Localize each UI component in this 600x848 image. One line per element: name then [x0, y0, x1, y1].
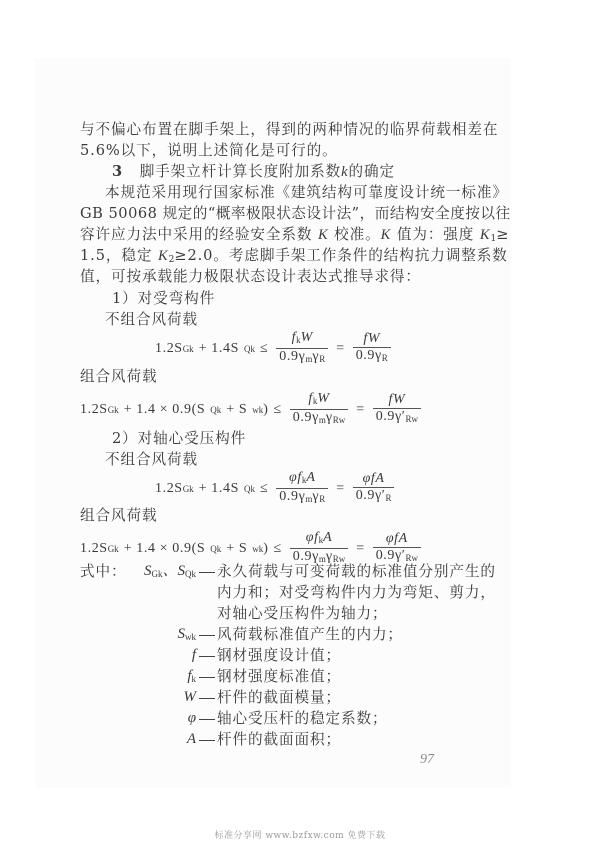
definition-row	[0, 645, 600, 666]
term: + 1.4 × 0.9(S	[123, 540, 206, 556]
subscript: Rw	[405, 414, 418, 424]
subscript: k	[296, 335, 301, 345]
subscript: Qk	[210, 404, 222, 415]
definition-row	[0, 561, 600, 582]
subscript: Gk	[107, 404, 119, 415]
num: A	[306, 470, 316, 485]
def-text: 对轴心受压构件为轴力；	[217, 605, 388, 622]
term: + 1.4 × 0.9(S	[123, 401, 206, 417]
subscript: wk	[252, 404, 264, 415]
subscript: R	[381, 353, 388, 363]
paragraph-line: GB 50068 规定的“概率极限状态设计法”，而结构安全度按以往	[80, 205, 511, 222]
subscript: Qk	[243, 343, 255, 354]
section-number: 3	[112, 163, 124, 180]
equals-symbol: =	[336, 340, 345, 356]
den: 0.9γ′	[375, 548, 406, 563]
page-number: 97	[420, 752, 434, 767]
term: + 1.4S	[198, 480, 239, 496]
em-dash	[199, 740, 215, 741]
subscript: Gk	[182, 483, 194, 494]
def-text: 杆件的截面面积；	[217, 731, 341, 748]
def-text: 钢材强度设计值；	[217, 647, 341, 664]
term: + 1.4S	[198, 340, 239, 356]
definition-row	[0, 729, 600, 750]
subscript: R	[319, 354, 326, 364]
definition-row	[0, 666, 600, 687]
em-dash	[199, 635, 215, 636]
subsection-heading: 2）对轴心受压构件	[112, 430, 247, 447]
paragraph-line: 5.6%以下，说明上述简化是可行的。	[80, 142, 338, 159]
term: 1.2S	[155, 340, 183, 356]
def-text: 永久荷载与可变荷载的标准值分别产生的	[217, 563, 496, 580]
den: 0.9γ	[355, 348, 382, 363]
num: f	[291, 330, 297, 345]
num: φf	[288, 470, 302, 485]
def-text: 风荷载标准值产生的内力；	[217, 626, 403, 643]
formula-bending-with-wind	[80, 391, 424, 428]
subscript: m	[305, 494, 313, 504]
subscript: Rw	[332, 415, 346, 425]
fraction	[353, 331, 391, 366]
subscript: Rw	[405, 553, 418, 563]
em-dash	[199, 677, 215, 678]
leq-symbol: ≤	[259, 340, 269, 356]
fraction	[290, 391, 348, 428]
paragraph-line: 本规范采用现行国家标准《建筑结构可靠度设计统一标准》	[105, 184, 508, 201]
subscript: R	[319, 494, 326, 504]
paragraph-line: 与不偏心布置在脚手架上，得到的两种情况的临界荷载相差在	[80, 121, 499, 138]
equals-symbol: =	[356, 540, 365, 556]
def-symbol: f	[191, 647, 196, 663]
den: 0.9γ	[279, 349, 306, 364]
subscript: Rw	[332, 554, 346, 564]
term: + S	[226, 401, 248, 417]
def-symbol: $S_{wk}$	[177, 626, 196, 642]
section-title: 脚手架立杆计算长度附加系数	[139, 163, 342, 180]
fraction	[276, 330, 328, 367]
definition-continuation	[0, 582, 600, 603]
formula-axial-no-wind	[155, 470, 397, 507]
num: W	[317, 391, 330, 406]
text: 1.5，稳定	[80, 247, 153, 264]
case-label: 组合风荷载	[80, 368, 158, 385]
em-dash	[199, 698, 215, 699]
subscript: 2	[168, 255, 175, 265]
subsection-heading: 1）对受弯构件	[112, 290, 216, 307]
section-title-end: 的确定	[348, 163, 395, 180]
term: 1.2S	[155, 480, 183, 496]
leq-symbol: ≤	[259, 480, 269, 496]
term: 1.2S	[80, 540, 108, 556]
den: γ	[312, 349, 320, 364]
where-label: 式中：	[80, 563, 127, 580]
den: γ	[325, 410, 333, 425]
den: 0.9γ	[292, 410, 319, 425]
subscript: k	[318, 535, 324, 545]
fraction	[353, 471, 395, 506]
formula-bending-no-wind	[155, 330, 394, 367]
subscript: Gk	[182, 343, 194, 354]
subscript: k	[301, 475, 307, 485]
equals-symbol: =	[356, 401, 365, 417]
den: 0.9γ′	[355, 488, 386, 503]
subscript: wk	[252, 543, 264, 554]
num: W	[300, 330, 313, 345]
text: 值为：强度	[396, 226, 475, 243]
den: γ	[312, 489, 320, 504]
definition-row	[0, 624, 600, 645]
def-text: 内力和；对受弯构件内力为弯矩、剪力，	[217, 584, 496, 601]
den: 0.9γ′	[375, 409, 406, 424]
var-K: K	[317, 227, 329, 243]
def-symbol: $f_k$	[187, 668, 196, 684]
term: )	[263, 401, 269, 417]
term: )	[263, 540, 269, 556]
em-dash	[199, 656, 215, 657]
subscript: 1	[490, 234, 497, 244]
term: 1.2S	[80, 401, 108, 417]
den: 0.9γ	[279, 489, 306, 504]
term: + S	[226, 540, 248, 556]
num: fW	[363, 331, 381, 346]
den: γ	[325, 549, 333, 564]
case-label: 不组合风荷载	[105, 451, 198, 468]
def-symbol: $S_{Gk}$、$S_{Qk}$	[143, 563, 196, 579]
def-text: 杆件的截面模量；	[217, 689, 341, 706]
leq-symbol: ≤	[273, 540, 282, 556]
subscript: m	[318, 415, 326, 425]
den: 0.9γ	[292, 549, 319, 564]
var-K1: K	[479, 227, 491, 243]
section-var: k	[341, 164, 349, 180]
subscript: Qk	[210, 543, 222, 554]
watermark: 标准分享网 www.bzfxw.com 免费下载	[214, 831, 386, 841]
subscript: m	[305, 354, 313, 364]
def-text: 轴心受压杆的稳定系数；	[217, 710, 388, 727]
subscript: R	[385, 493, 392, 503]
em-dash	[199, 572, 215, 573]
fraction	[276, 470, 328, 507]
case-label: 不组合风荷载	[105, 311, 198, 328]
text: 容许应力法中采用的经验安全系数	[80, 226, 313, 243]
def-symbol: φ	[187, 710, 196, 726]
definition-row	[0, 708, 600, 729]
var-K2: K	[157, 248, 169, 264]
em-dash	[199, 719, 215, 720]
definition-continuation	[0, 603, 600, 624]
num: f	[308, 391, 313, 406]
equals-symbol: =	[336, 480, 345, 496]
num: A	[323, 530, 333, 545]
case-label: 组合风荷载	[80, 507, 158, 524]
fraction	[373, 392, 421, 427]
text: ≥	[496, 226, 510, 243]
def-symbol: W	[183, 689, 196, 705]
section-heading	[112, 161, 496, 183]
subscript: k	[312, 396, 318, 406]
var-K: K	[380, 227, 392, 243]
text: ≥2.0。考虑脚手架工作条件的结构抗力调整系数	[174, 247, 508, 264]
subscript: Gk	[107, 543, 119, 554]
subscript: Qk	[243, 483, 255, 494]
def-symbol: A	[186, 731, 196, 747]
def-text: 钢材强度标准值；	[217, 668, 341, 685]
text: 校准。	[334, 226, 381, 243]
definition-row	[0, 687, 600, 708]
num: φf	[305, 530, 319, 545]
subscript: m	[318, 554, 326, 564]
num: φfA	[385, 531, 408, 546]
num: fW	[388, 392, 406, 407]
num: φfA	[362, 471, 385, 486]
paragraph-line: 值，可按承载能力极限状态设计表达式推导求得：	[80, 268, 421, 285]
leq-symbol: ≤	[273, 401, 282, 417]
